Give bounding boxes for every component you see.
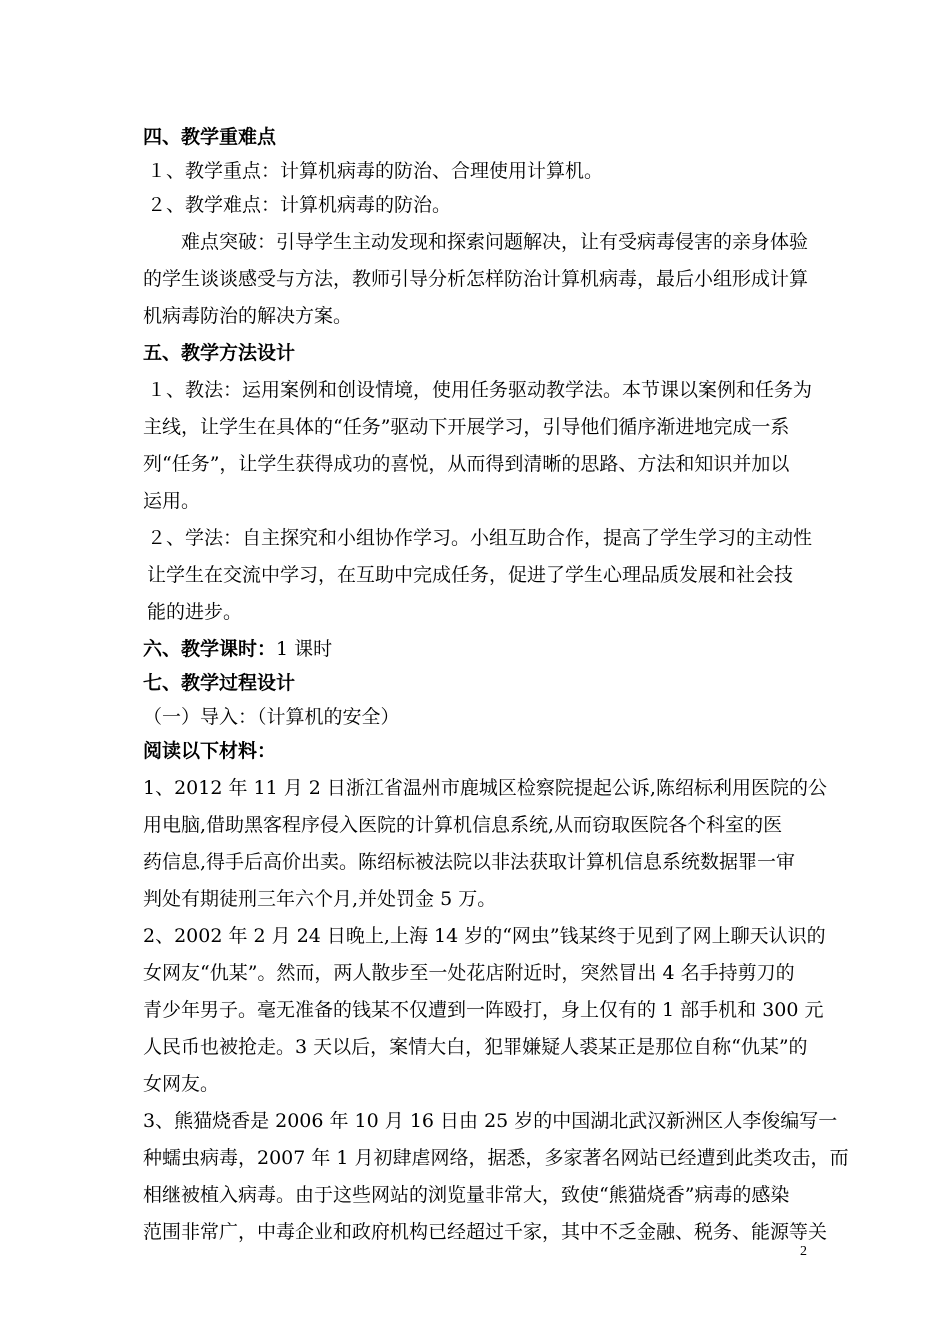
reading-heading: 阅读以下材料： xyxy=(143,740,277,762)
section-heading-teaching-process: 七、教学过程设计 xyxy=(143,672,296,694)
case2-line: 女网友。 xyxy=(143,1073,220,1095)
section-heading-teaching-difficulties: 四、教学重难点 xyxy=(143,126,277,148)
case1-line: 药信息,得手后高价出卖。陈绍标被法院以非法获取计算机信息系统数据罪一审 xyxy=(143,851,796,873)
intro-line: （一）导入：（计算机的安全） xyxy=(143,706,400,728)
case3-line: 范围非常广，中毒企业和政府机构已经超过千家，其中不乏金融、税务、能源等关 xyxy=(143,1221,828,1243)
case3-line: 3、熊猫烧香是 2006 年 10 月 16 日由 25 岁的中国湖北武汉新洲区人李俊编写一 xyxy=(143,1110,838,1132)
learning-method-line: ２、学法：自主探究和小组协作学习。小组互助合作，提高了学生学习的主动性 xyxy=(147,527,813,549)
section-class-hours xyxy=(143,632,813,666)
case2-line: 人民币也被抢走。3 天以后，案情大白，犯罪嫌疑人裘某正是那位自称“仇某”的 xyxy=(143,1036,808,1058)
breakthrough-line: 的学生谈谈感受与方法，教师引导分析怎样防治计算机病毒，最后小组形成计算 xyxy=(143,268,809,290)
section-heading-teaching-methods: 五、教学方法设计 xyxy=(143,342,296,364)
case1-line: 1、2012 年 11 月 2 日浙江省温州市鹿城区检察院提起公诉,陈绍标利用医院的公 xyxy=(143,777,827,799)
breakthrough-line: 机病毒防治的解决方案。 xyxy=(143,305,353,327)
case1-line: 用电脑,借助黑客程序侵入医院的计算机信息系统,从而窃取医院各个科室的医 xyxy=(143,814,783,836)
class-hours-value: 1 课时 xyxy=(276,638,333,660)
page-number: 2 xyxy=(800,1244,807,1259)
teaching-method-line: １、教法：运用案例和创设情境，使用任务驱动教学法。本节课以案例和任务为 xyxy=(147,379,813,401)
teaching-method-line: 列“任务”，让学生获得成功的喜悦，从而得到清晰的思路、方法和知识并加以 xyxy=(143,453,790,475)
page-content xyxy=(143,120,849,1249)
case3-line: 相继被植入病毒。由于这些网站的浏览量非常大，致使“熊猫烧香”病毒的感染 xyxy=(143,1184,790,1206)
case3-line: 种蠕虫病毒，2007 年 1 月初肆虐网络，据悉，多家著名网站已经遭到此类攻击，而 xyxy=(143,1147,849,1169)
case2-line: 女网友“仇某”。然而，两人散步至一处花店附近时，突然冒出 4 名手持剪刀的 xyxy=(143,962,795,984)
key-point-item: １、教学重点：计算机病毒的防治、合理使用计算机。 xyxy=(147,160,604,182)
case2-line: 青少年男子。毫无准备的钱某不仅遭到一阵殴打，身上仅有的 1 部手机和 300 元 xyxy=(143,999,824,1021)
teaching-method-line: 主线，让学生在具体的“任务”驱动下开展学习，引导他们循序渐进地完成一系 xyxy=(143,416,790,438)
learning-method-line: 让学生在交流中学习，在互助中完成任务，促进了学生心理品质发展和社会技 xyxy=(147,564,794,586)
section-heading-class-hours: 六、教学课时： xyxy=(143,638,277,660)
difficult-point-item: ２、教学难点：计算机病毒的防治。 xyxy=(147,194,452,216)
case2-line: 2、2002 年 2 月 24 日晚上,上海 14 岁的“网虫”钱某终于见到了网上聊天认识的 xyxy=(143,925,826,947)
learning-method-line: 能的进步。 xyxy=(147,601,243,623)
case1-line: 判处有期徒刑三年六个月,并处罚金 5 万。 xyxy=(143,888,497,910)
breakthrough-line: 难点突破：引导学生主动发现和探索问题解决，让有受病毒侵害的亲身体验 xyxy=(181,231,809,253)
teaching-method-line: 运用。 xyxy=(143,490,201,512)
